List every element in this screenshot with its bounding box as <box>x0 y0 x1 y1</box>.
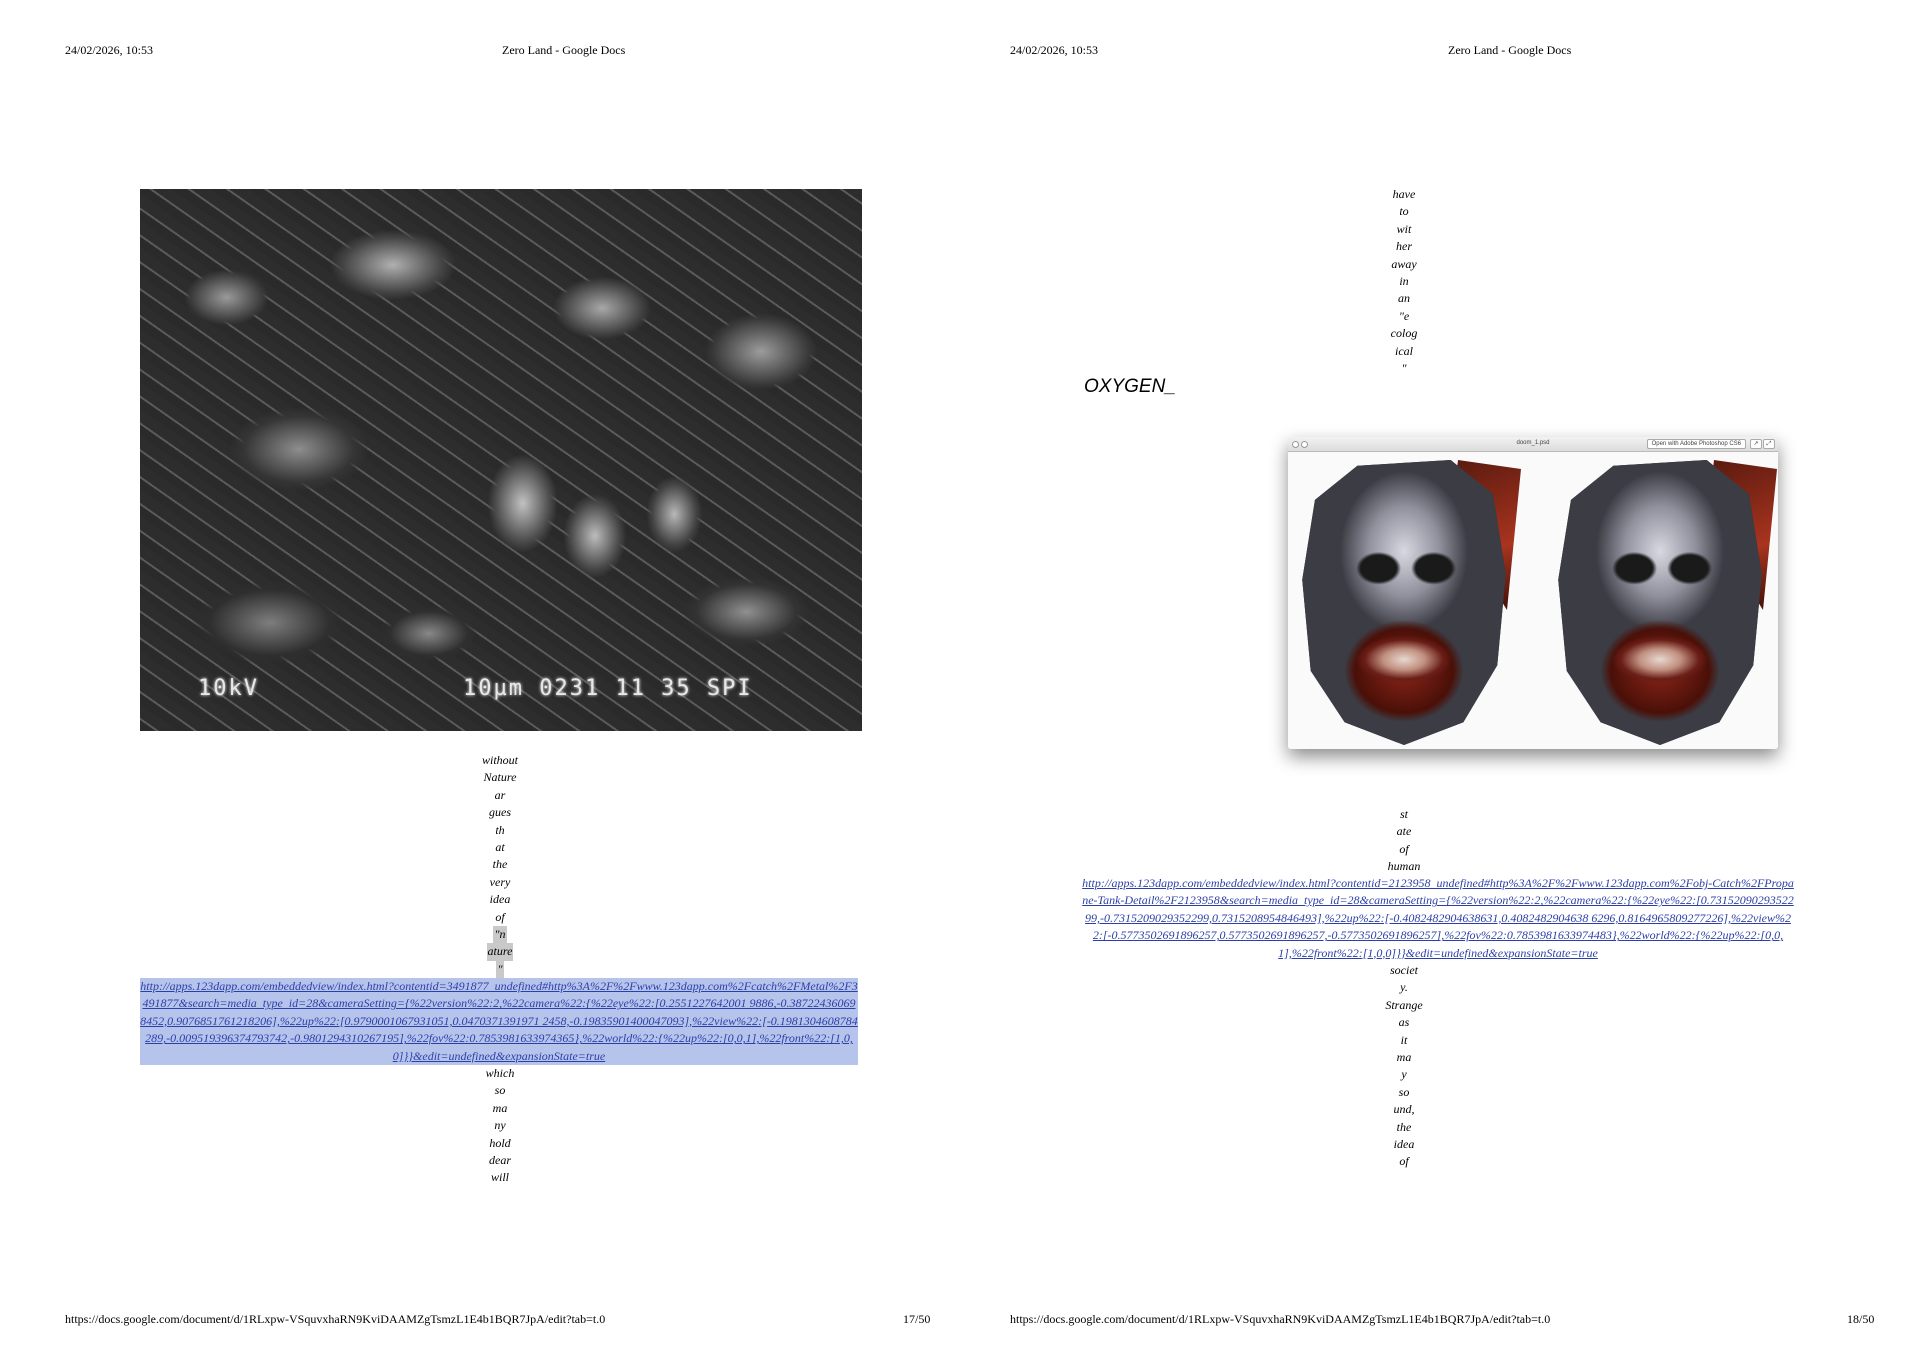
word: so <box>1398 1084 1410 1099</box>
skull-face-shape <box>1554 460 1766 745</box>
word: human <box>1387 859 1421 874</box>
word: st <box>1399 807 1408 821</box>
word: an <box>1398 291 1410 306</box>
skull-face-shape <box>1298 460 1510 745</box>
word: her <box>1396 239 1412 254</box>
demon-face-render-right <box>1550 460 1775 749</box>
share-icon: ↗ <box>1750 439 1762 449</box>
word: ical <box>1395 343 1413 358</box>
print-datetime: 24/02/2026, 10:53 <box>65 43 154 57</box>
word: which <box>485 1066 515 1080</box>
open-with-button: Open with Adobe Photoshop CS6 <box>1647 439 1746 449</box>
window-content <box>1288 452 1778 749</box>
expand-icon: ⤢ <box>1763 439 1775 449</box>
text-column-mid <box>1344 806 1464 876</box>
print-title: Zero Land - Google Docs <box>1448 43 1572 57</box>
word: the <box>492 857 508 872</box>
word: "n <box>440 926 560 943</box>
word: as <box>1398 1015 1410 1030</box>
word: to <box>1399 204 1409 219</box>
print-title: Zero Land - Google Docs <box>502 43 626 57</box>
word: gues <box>489 805 511 820</box>
window-titlebar <box>1288 437 1778 452</box>
word: wit <box>1396 221 1412 236</box>
print-url[interactable]: https://docs.google.com/document/d/1RLxpw-VSquvxhaRN9KviDAAMZgTsmzL1E4b1BQR7JpA/edit?tab=t.0 <box>65 1312 606 1326</box>
word: at <box>495 840 505 855</box>
page-number: 17/50 <box>903 1312 931 1326</box>
text-column-top <box>440 752 560 926</box>
word: ar <box>494 787 506 802</box>
word: " <box>440 961 560 978</box>
electron-micrograph-image <box>140 189 862 731</box>
word: ma <box>1396 1050 1412 1065</box>
print-url[interactable]: https://docs.google.com/document/d/1RLxpw-VSquvxhaRN9KviDAAMZgTsmzL1E4b1BQR7JpA/edit?tab=t.0 <box>1010 1312 1551 1326</box>
word: "e <box>1398 308 1410 323</box>
word: without <box>481 753 518 767</box>
page-number: 18/50 <box>1847 1312 1875 1326</box>
word: ate <box>1396 824 1412 839</box>
window-title: doom_1.psd <box>1516 440 1550 446</box>
word: have <box>1392 187 1416 201</box>
word: in <box>1399 274 1409 289</box>
word: ature <box>440 943 560 960</box>
print-datetime: 24/02/2026, 10:53 <box>1010 43 1099 57</box>
word: th <box>495 822 505 837</box>
word: colog <box>1390 326 1418 341</box>
word: it <box>1400 1032 1408 1047</box>
word: will <box>490 1170 509 1185</box>
word: of <box>495 909 505 924</box>
word: of <box>1399 1154 1409 1169</box>
text-column-highlighted <box>440 926 560 978</box>
word: ma <box>492 1100 508 1115</box>
word: so <box>494 1083 506 1098</box>
embedded-view-link[interactable]: http://apps.123dapp.com/embeddedview/index.html?contentid=2123958_undefined#http%3A%2F%2Fwww.123dapp.com%2Fobj-Catch%2FPropane-Tank-Detail%2F2123958&search=media_type_id=28&cameraSetting={%22version%22:2,%22camera%22:{%22eye%22:[0.7315209029352299,-0.7315209029352299,0.7315208954846493],%22up%22:[-0.4082482904638631,0.4082482904638 6296,0.8164965809277226],%22view%22:[-0.5773502691896257,0.5773502691896257,-0.5773502691896257],%22fov%22:0.7853981633974483},%22world%22:{%22up%22:[0,0,1],%22front%22:[1,0,0]}}&edit=undefined&expansionState=true <box>1082 876 1794 960</box>
text-column-top <box>1344 186 1464 377</box>
word: und, <box>1393 1102 1415 1117</box>
word: of <box>1399 841 1409 856</box>
word: very <box>489 874 511 889</box>
word: idea <box>1393 1137 1415 1152</box>
demon-face-render-left <box>1294 460 1519 749</box>
word: dear <box>489 1153 511 1168</box>
word: idea <box>489 892 511 907</box>
word: " <box>1401 361 1407 376</box>
word: y. <box>1400 980 1408 995</box>
embedded-view-link[interactable]: http://apps.123dapp.com/embeddedview/index.html?contentid=3491877_undefined#http%3A%2F%2Fwww.123dapp.com%2Fcatch%2FMetal%2F3491877&search=media_type_id=28&cameraSetting={%22version%22:2,%22camera%22:{%22eye%22:[0.2551227642001 9886,-0.387224360698452,0.9076851761218206],%22up%22:[0.9790001067931051,0.0470371391971 2458,-0.19835901400047093],%22view%22:[-0.1981304608784289,-0.009519396374793742,-0.9801294310267195],%22fov%22:0.7853981633974365},%22world%22:{%22up%22:[0,0,1],%22front%22:[1,0,0]}}&edit=undefined&expansionState=true <box>140 978 858 1065</box>
micrograph-scale-label: 10µm 0231 11 35 SPI <box>463 676 753 701</box>
word: Nature <box>483 770 517 785</box>
micrograph-voltage-label: 10kV <box>198 676 259 701</box>
photoshop-preview-screenshot <box>1288 437 1778 749</box>
text-column-bottom <box>1344 962 1464 1171</box>
section-heading: OXYGEN_ <box>1084 376 1176 397</box>
word: hold <box>489 1135 511 1150</box>
word: the <box>1396 1119 1412 1134</box>
word: away <box>1391 256 1417 271</box>
word: societ <box>1390 963 1418 977</box>
word: ny <box>494 1118 506 1133</box>
text-column-bottom <box>440 1065 560 1187</box>
word: Strange <box>1385 997 1423 1012</box>
word: y <box>1401 1067 1407 1082</box>
